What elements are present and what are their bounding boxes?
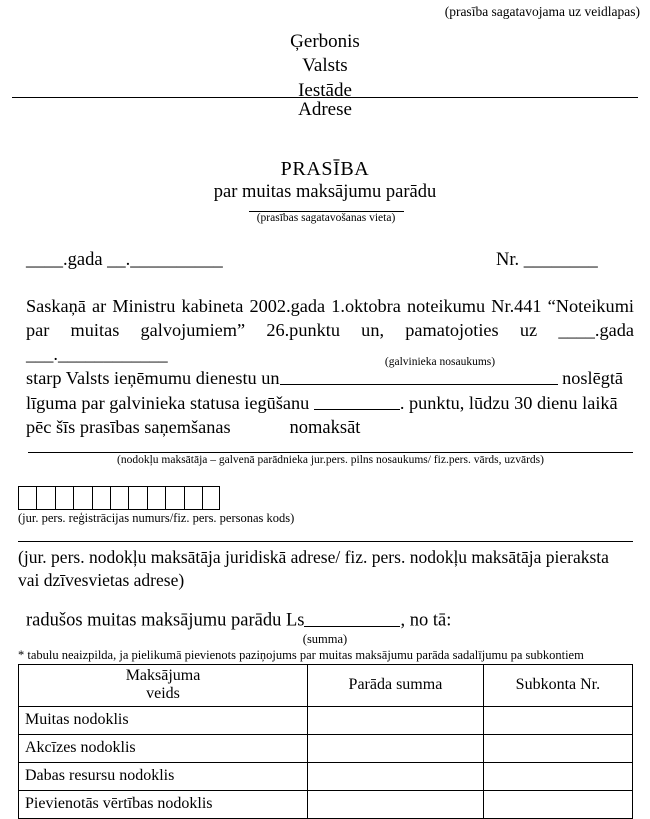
sum-caption: (summa): [302, 632, 348, 646]
table-header-payment-type-line2: veids: [146, 685, 180, 703]
code-box-cell[interactable]: [147, 486, 165, 510]
table-cell-type: Pievienotās vērtības nodoklis: [19, 791, 308, 819]
table-cell-subaccount[interactable]: [483, 735, 632, 763]
debt-sum-after: , no tā:: [400, 610, 452, 631]
code-box-cell[interactable]: [55, 486, 73, 510]
debt-sum-before: radušos muitas maksājumu parādu Ls: [26, 610, 305, 631]
table-cell-subaccount[interactable]: [483, 707, 632, 735]
body-paragraph-2: [26, 366, 634, 390]
code-box-cell[interactable]: [128, 486, 146, 510]
table-cell-amount[interactable]: [308, 735, 484, 763]
table-cell-type: Muitas nodoklis: [19, 707, 308, 735]
place-caption: (prasības sagatavošanas vieta): [256, 212, 396, 224]
table-row: [19, 791, 633, 819]
payments-table: [18, 664, 633, 819]
table-row: [19, 763, 633, 791]
dateline-row: [26, 250, 626, 276]
code-box-cell[interactable]: [18, 486, 36, 510]
number-field[interactable]: Nr. ________: [496, 250, 598, 270]
code-box-cell[interactable]: [36, 486, 54, 510]
page-title: PRASĪBA: [280, 158, 370, 180]
table-cell-amount[interactable]: [308, 763, 484, 791]
guarantor-name-blank[interactable]: [280, 367, 558, 385]
table-header-payment-type-line1: Maksājuma: [125, 667, 201, 684]
guarantor-caption: (galvinieka nosaukums): [384, 356, 496, 368]
letterhead-divider: [12, 97, 638, 98]
code-box-cell[interactable]: [92, 486, 110, 510]
payer-caption: (nodokļu maksātāja – galvenā parādnieka jur.pers. pilns nosaukums/ fiz.pers. vārds, uzvārds): [117, 454, 544, 466]
debt-sum-line: [26, 608, 626, 632]
body-paragraph-1: Saskaņā ar Ministru kabineta 2002.gada 1.oktobra noteikumu Nr.441 “Noteikumi par muitas galvojumiem” 26.punktu un, pamatojoties uz ____.gada ___.____________: [26, 296, 634, 365]
letterhead-line-state: Valsts: [302, 55, 348, 77]
payer-name-rule[interactable]: [28, 452, 633, 453]
table-header-payment-type: [19, 665, 308, 707]
body-paragraph-3: [26, 391, 634, 415]
address-caption: (jur. pers. nodokļu maksātāja juridiskā adrese/ fiz. pers. nodokļu maksātāja pieraksta vai dzīvesvietas adrese): [18, 547, 609, 590]
table-cell-type: Akcīzes nodoklis: [19, 735, 308, 763]
table-header-debt-amount: Parāda summa: [308, 665, 484, 707]
letterhead-line-institution: Iestāde: [298, 79, 352, 101]
code-box-cell[interactable]: [110, 486, 128, 510]
body-paragraph-3-after: . punktu, lūdzu 30 dienu laikā: [399, 392, 618, 413]
table-footnote: * tabulu neaizpilda, ja pielikumā pievienots paziņojums par muitas maksājumu parāda sadalījumu pa subkontiem: [18, 648, 584, 662]
letterhead-block: [0, 30, 650, 103]
table-cell-type: Dabas resursu nodoklis: [19, 763, 308, 791]
page-subtitle: par muitas maksājumu parādu: [213, 182, 437, 202]
form-preparation-note: (prasība sagatavojama uz veidlapas): [444, 4, 640, 19]
table-cell-subaccount[interactable]: [483, 763, 632, 791]
date-field[interactable]: ____.gada __.__________: [26, 250, 223, 270]
table-row: [19, 707, 633, 735]
code-box-cell[interactable]: [184, 486, 202, 510]
table-cell-subaccount[interactable]: [483, 791, 632, 819]
body-paragraph-4: pēc šīs prasības saņemšanas: [26, 416, 231, 437]
body-paragraph-3-before: līguma par galvinieka statusa iegūšanu: [26, 392, 310, 413]
code-box-cell[interactable]: [73, 486, 91, 510]
registration-code-caption: (jur. pers. reģistrācijas numurs/fiz. pers. personas kods): [18, 511, 295, 525]
letterhead-address-label: Adrese: [298, 99, 352, 120]
letterhead-line-emblem: Ģerbonis: [290, 31, 360, 52]
table-header-row: [19, 665, 633, 707]
address-field-rule[interactable]: [18, 541, 633, 542]
body-paragraph-2-after: noslēgtā: [562, 368, 624, 389]
body-paragraph-2-before: starp Valsts ieņēmumu dienestu un: [26, 368, 280, 389]
table-header-subaccount: Subkonta Nr.: [483, 665, 632, 707]
table-cell-amount[interactable]: [308, 707, 484, 735]
table-cell-amount[interactable]: [308, 791, 484, 819]
registration-code-boxes[interactable]: [18, 486, 220, 510]
debt-sum-blank[interactable]: [304, 608, 400, 627]
contract-point-blank[interactable]: [314, 391, 400, 409]
pay-instruction-word: nomaksāt: [289, 418, 361, 438]
table-row: [19, 735, 633, 763]
code-box-cell[interactable]: [202, 486, 220, 510]
code-box-cell[interactable]: [165, 486, 183, 510]
